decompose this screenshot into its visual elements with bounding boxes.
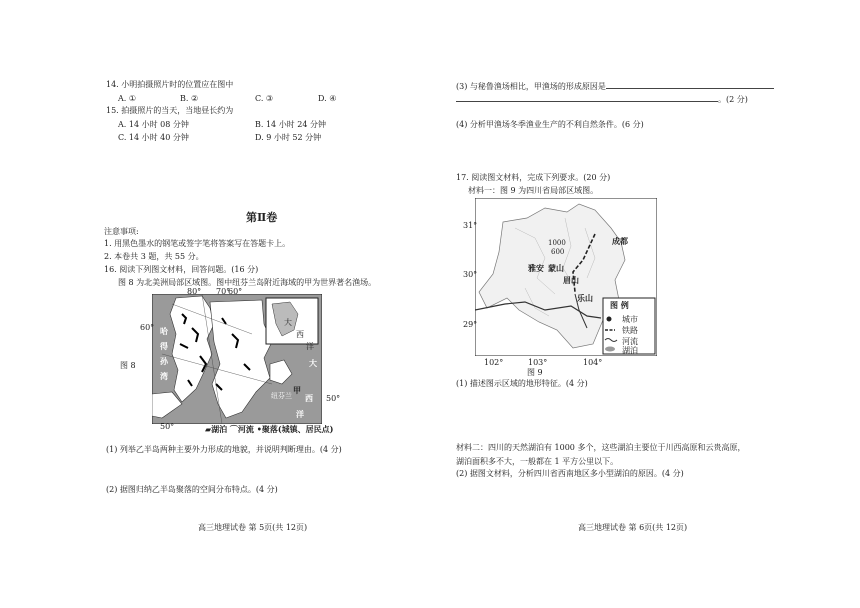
q17-sub2: (2) 据图文材料，分析四川省西南地区多小型湖泊的原因。(4 分) bbox=[456, 469, 684, 478]
answer-blank[interactable] bbox=[606, 80, 774, 89]
lon-70: 70° bbox=[216, 287, 231, 296]
section-title: 第Ⅱ卷 bbox=[246, 211, 278, 224]
fishery-jia: 甲 bbox=[293, 385, 301, 395]
lon-60: 60° bbox=[228, 287, 243, 296]
atlantic-char-3: 洋 bbox=[296, 409, 304, 419]
hudson-char-3: 孙 bbox=[160, 356, 168, 366]
legend-title: 图 例 bbox=[610, 300, 629, 310]
note-1: 1. 用黑色墨水的钢笔或签字笔将答案写在答题卡上。 bbox=[104, 239, 291, 248]
q14-stem: 14. 小明拍摄照片时的位置应在图中 bbox=[106, 80, 234, 89]
q16-material: 图 8 为北美洲局部区域图。图中纽芬兰岛附近海域的甲为世界著名渔场。 bbox=[118, 278, 377, 287]
north-america-map bbox=[152, 294, 322, 424]
contour-600: 600 bbox=[551, 248, 565, 256]
city-meishan: 眉山 bbox=[563, 275, 579, 285]
legend-lake: 湖泊 bbox=[622, 346, 638, 355]
lon-80: 80° bbox=[187, 287, 202, 296]
q16-sub1: (1) 列举乙半岛两种主要外力形成的地貌，并说明判断理由。(4 分) bbox=[106, 445, 342, 454]
atlantic-char-1: 大 bbox=[309, 358, 317, 368]
hudson-char-4: 湾 bbox=[160, 371, 168, 381]
legend-railway: 铁路 bbox=[622, 326, 638, 335]
q15-stem: 15. 拍摄照片的当天，当地昼长约为 bbox=[106, 106, 234, 115]
q16-stem: 16. 阅读下列图文材料，回答问题。(16 分) bbox=[104, 265, 259, 274]
q15-option-c[interactable]: C. 14 小时 40 分钟 bbox=[118, 133, 189, 142]
answer-blank[interactable] bbox=[456, 93, 718, 102]
q16-4: (4) 分析甲渔场冬季渔业生产的不利自然条件。(6 分) bbox=[456, 120, 644, 129]
q17-stem: 17. 阅读图文材料，完成下列要求。(20 分) bbox=[456, 173, 611, 182]
lat-30: 30° bbox=[463, 270, 478, 279]
mengshan-label: 蒙山 bbox=[548, 263, 564, 273]
lat-29: 29° bbox=[463, 320, 478, 329]
q15-option-b[interactable]: B. 14 小时 24 分钟 bbox=[255, 120, 326, 129]
lon-102: 102° bbox=[484, 358, 504, 367]
hudson-char-2: 得 bbox=[160, 341, 168, 351]
note-2: 2. 本卷共 3 题，共 55 分。 bbox=[104, 252, 204, 261]
inset-char-1: 大 bbox=[284, 318, 292, 327]
city-chengdu: 成都 bbox=[612, 236, 628, 246]
right-footer: 高三地理试卷 第 6页(共 12页) bbox=[578, 523, 688, 532]
q15-option-a[interactable]: A. 14 小时 08 分钟 bbox=[118, 120, 189, 129]
q14-option-a[interactable]: A. ① bbox=[118, 94, 137, 103]
hudson-char-1: 哈 bbox=[160, 326, 168, 336]
lat-60: 60° bbox=[140, 323, 155, 332]
fig8-legend: ▰湖泊 ⌒河流 •聚落(城镇、居民点) bbox=[205, 424, 334, 434]
city-leshan: 乐山 bbox=[577, 293, 593, 303]
fig9-label: 图 9 bbox=[527, 368, 543, 377]
q14-option-d[interactable]: D. ④ bbox=[318, 94, 337, 103]
lon-104: 104° bbox=[583, 358, 603, 367]
lon-103: 103° bbox=[528, 358, 548, 367]
q16-3-line2: 。(2 分) bbox=[456, 93, 748, 105]
lon-50: 50° bbox=[160, 422, 175, 431]
q17-sub1: (1) 描述图示区域的地形特征。(4 分) bbox=[456, 379, 588, 388]
legend-city: 城市 bbox=[622, 315, 638, 324]
newfoundland-label: 纽芬兰 bbox=[271, 392, 292, 400]
lat-31: 31° bbox=[463, 221, 478, 230]
legend-river: 河流 bbox=[622, 337, 638, 346]
city-yaan: 雅安 bbox=[528, 263, 544, 273]
q17-material2: 材料二：四川的天然湖泊有 1000 多个，这些湖泊主要位于川西高原和云贵高原，湖泊面积多不大，一般都在 1 平方公里以下。 bbox=[456, 443, 746, 466]
q14-option-c[interactable]: C. ③ bbox=[255, 94, 274, 103]
contour-1000: 1000 bbox=[548, 239, 566, 247]
q14-option-b[interactable]: B. ② bbox=[180, 94, 199, 103]
atlantic-char-2: 西 bbox=[305, 393, 313, 403]
notes-title: 注意事项: bbox=[104, 227, 139, 236]
q16-3-stem: (3) 与秘鲁渔场相比，甲渔场的形成原因是 bbox=[456, 80, 774, 92]
q15-option-d[interactable]: D. 9 小时 52 分钟 bbox=[255, 133, 322, 142]
q16-sub2: (2) 据图归纳乙半岛聚落的空间分布特点。(4 分) bbox=[106, 485, 278, 494]
q17-material1: 材料一：图 9 为四川省局部区域图。 bbox=[468, 186, 599, 195]
fig8-label: 图 8 bbox=[120, 361, 136, 370]
left-footer: 高三地理试卷 第 5页(共 12页) bbox=[198, 523, 308, 532]
lat-50: 50° bbox=[326, 394, 341, 403]
inset-char-3: 洋 bbox=[306, 342, 314, 351]
inset-char-2: 西 bbox=[296, 330, 304, 339]
